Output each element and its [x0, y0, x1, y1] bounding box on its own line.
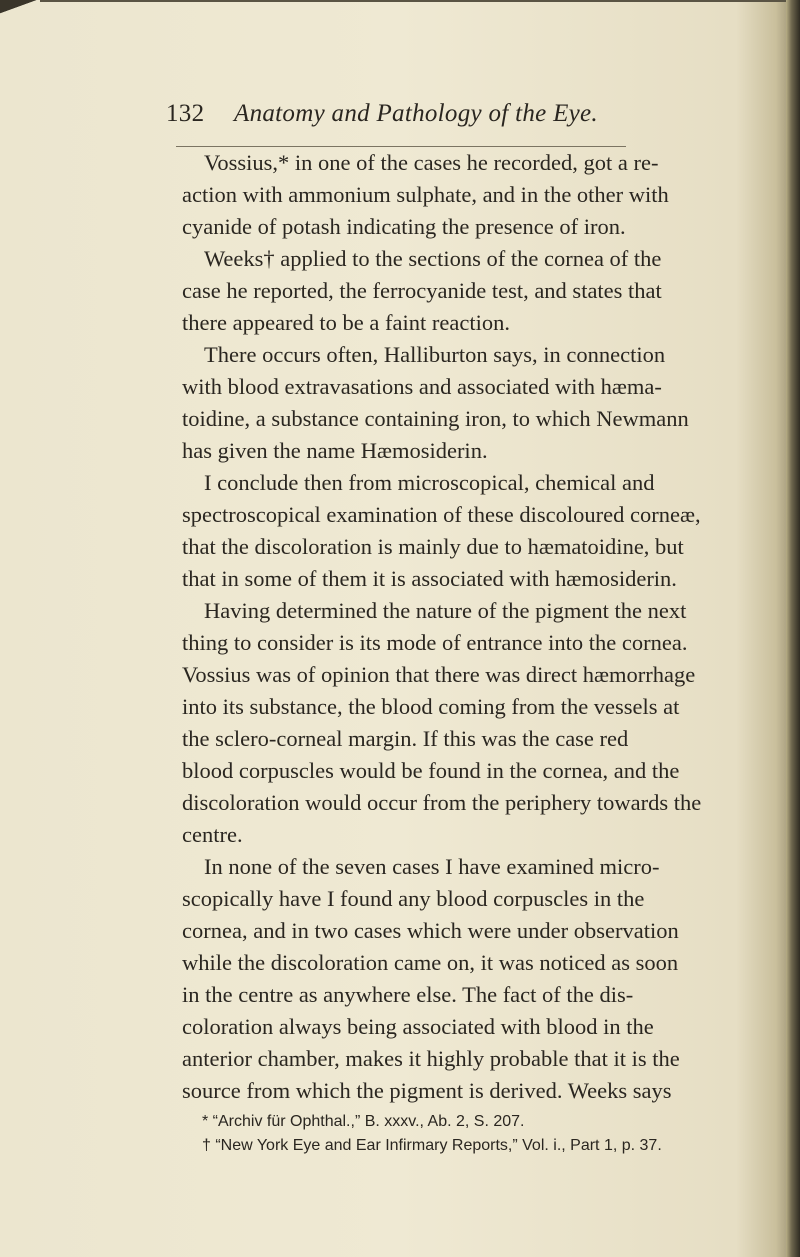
header-rule: [176, 146, 626, 147]
text-line: Vossius was of opinion that there was direct hæmorrhage: [182, 662, 696, 687]
text-line: discoloration would occur from the periphery towards the: [182, 790, 702, 815]
text-line: that in some of them it is associated with hæmosiderin.: [182, 566, 677, 591]
text-line: in the centre as anywhere else. The fact of the dis-: [182, 982, 634, 1007]
text-line: into its substance, the blood coming from the vessels at: [182, 694, 680, 719]
running-head-title: Anatomy and Pathology of the Eye.: [234, 100, 598, 127]
text-line: centre.: [182, 822, 243, 847]
page-corner-shadow: [0, 0, 52, 14]
page-number: 132: [166, 100, 205, 127]
text-line: cornea, and in two cases which were under observation: [182, 918, 679, 943]
text-line: There occurs often, Halliburton says, in connection: [204, 342, 666, 367]
text-line: case he reported, the ferrocyanide test, and states that: [182, 278, 662, 303]
text-line: In none of the seven cases I have examined micro-: [204, 854, 660, 879]
text-line: spectroscopical examination of these discoloured corneæ,: [182, 502, 701, 527]
text-line: Having determined the nature of the pigment the next: [204, 598, 687, 623]
text-line: thing to consider is its mode of entrance into the cornea.: [182, 630, 688, 655]
text-line: anterior chamber, makes it highly probable that it is the: [182, 1046, 680, 1071]
page-top-edge: [40, 0, 800, 2]
footnote: † “New York Eye and Ear Infirmary Reports,” Vol. i., Part 1, p. 37.: [202, 1137, 662, 1154]
text-line: scopically have I found any blood corpuscles in the: [182, 886, 645, 911]
text-line: source from which the pigment is derived. Weeks says: [182, 1078, 672, 1103]
text-line: coloration always being associated with blood in the: [182, 1014, 654, 1039]
text-line: blood corpuscles would be found in the cornea, and the: [182, 758, 680, 783]
text-line: toidine, a substance containing iron, to which Newmann: [182, 406, 689, 431]
text-line: Weeks† applied to the sections of the cornea of the: [204, 246, 662, 271]
text-line: the sclero-corneal margin. If this was the case red: [182, 726, 629, 751]
text-line: there appeared to be a faint reaction.: [182, 310, 510, 335]
text-line: action with ammonium sulphate, and in the other with: [182, 182, 669, 207]
text-line: with blood extravasations and associated with hæma-: [182, 374, 662, 399]
text-line: that the discoloration is mainly due to hæmatoidine, but: [182, 534, 684, 559]
running-header: [166, 100, 686, 140]
text-line: Vossius,* in one of the cases he recorded, got a re-: [204, 150, 659, 175]
text-line: has given the name Hæmosiderin.: [182, 438, 488, 463]
text-line: I conclude then from microscopical, chemical and: [204, 470, 655, 495]
footnote: * “Archiv für Ophthal.,” B. xxxv., Ab. 2, S. 207.: [202, 1113, 525, 1130]
text-line: while the discoloration came on, it was noticed as soon: [182, 950, 679, 975]
text-line: cyanide of potash indicating the presence of iron.: [182, 214, 626, 239]
page-binding-edge: [786, 0, 800, 1257]
